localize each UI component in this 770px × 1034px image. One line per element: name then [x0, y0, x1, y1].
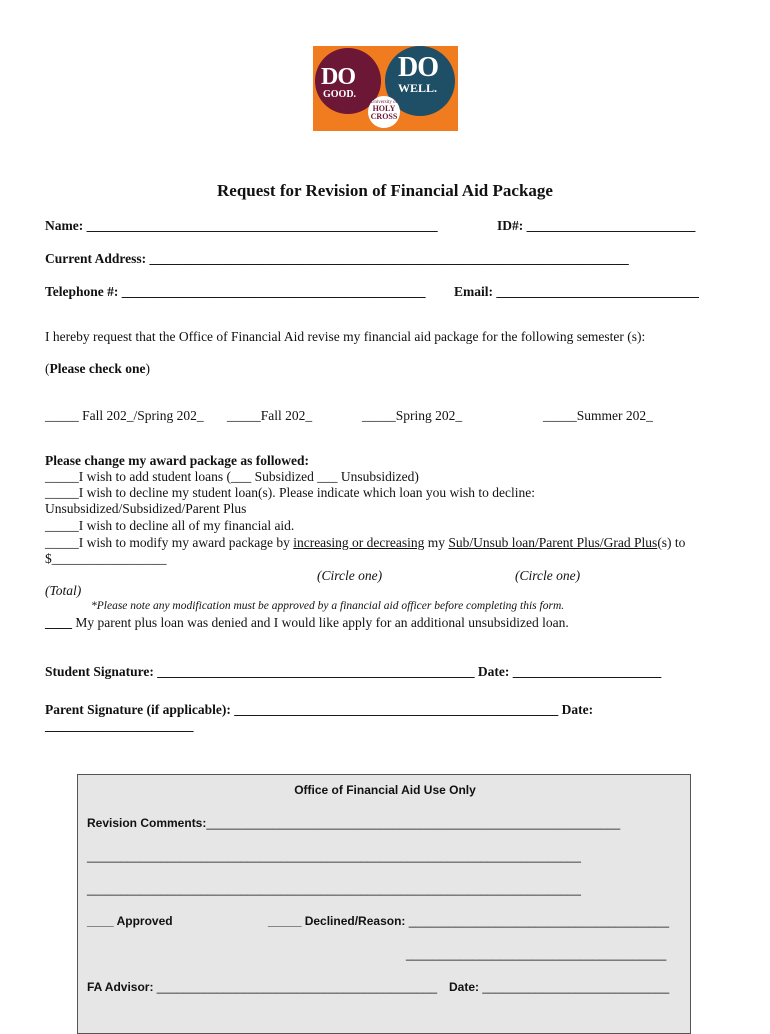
parent-signature-row: [45, 702, 593, 718]
email-field[interactable]: ______________________________: [496, 284, 699, 299]
parent-signature-label: Parent Signature (if applicable):: [45, 702, 231, 717]
circle-one-label-2: (Circle one): [515, 568, 581, 583]
name-label: Name:: [45, 218, 84, 233]
semester-option-spring[interactable]: _____Spring 202_: [362, 408, 463, 423]
declined-reason-field[interactable]: _______________________________________: [408, 914, 670, 928]
approved-option[interactable]: ____ Approved: [87, 914, 173, 928]
office-date-row: [449, 980, 669, 994]
modify-text-c: my: [424, 535, 449, 550]
id-label: ID#:: [497, 218, 524, 233]
award-heading: Please change my award package as followed:: [45, 453, 309, 468]
total-label: (Total): [45, 583, 82, 598]
student-date-label: Date:: [477, 664, 510, 679]
semester-option-summer[interactable]: _____Summer 202_: [543, 408, 653, 423]
student-signature-label: Student Signature:: [45, 664, 154, 679]
award-option-modify[interactable]: [45, 535, 685, 551]
address-row: [45, 251, 629, 267]
telephone-label: Telephone #:: [45, 284, 119, 299]
declined-option[interactable]: _____ Declined/Reason:: [268, 914, 406, 928]
id-row: [497, 218, 695, 234]
declined-row: [268, 914, 669, 928]
telephone-field[interactable]: _____________________________________________: [121, 284, 426, 299]
revision-comments-row: [87, 816, 620, 830]
student-signature-row: [45, 664, 661, 680]
circle-one-label-1: (Circle one): [317, 568, 383, 583]
address-label: Current Address:: [45, 251, 147, 266]
award-option-decline-all[interactable]: _____I wish to decline all of my financial aid.: [45, 518, 295, 533]
revision-comments-line-3[interactable]: __________________________________________________________________________: [87, 882, 581, 896]
office-box-title: Office of Financial Aid Use Only: [294, 783, 476, 797]
check-one-instruction: (Please check one): [45, 361, 150, 376]
revision-comments-line-2[interactable]: __________________________________________________________________________: [87, 849, 581, 863]
office-use-box: [77, 774, 691, 1034]
do-well-big: DO: [398, 52, 438, 83]
decline-loan-list: Unsubsidized/Subsidized/Parent Plus: [45, 501, 247, 516]
email-row: [454, 284, 699, 300]
do-good-big: DO: [321, 64, 355, 90]
form-title: Request for Revision of Financial Aid Package: [217, 181, 553, 200]
university-logo: [313, 46, 458, 131]
holy-cross-seal: [368, 96, 400, 128]
do-well-small: WELL.: [398, 81, 438, 95]
loan-type-choice[interactable]: Sub/Unsub loan/Parent Plus/Grad Plus: [448, 535, 658, 550]
student-signature-field[interactable]: _______________________________________________: [157, 664, 475, 679]
seal-name-text: HOLY CROSS: [370, 104, 398, 121]
parent-signature-field[interactable]: ________________________________________________: [234, 702, 559, 717]
amount-field[interactable]: $_________________: [45, 551, 167, 566]
declined-reason-line-2[interactable]: _______________________________________: [406, 947, 667, 961]
fa-advisor-field[interactable]: __________________________________________: [156, 980, 438, 994]
semester-option-fall-spring[interactable]: _____ Fall 202_/Spring 202_: [45, 408, 204, 423]
name-field[interactable]: ____________________________________________________: [86, 218, 438, 233]
student-date-field[interactable]: ______________________: [512, 664, 662, 679]
request-sentence: I hereby request that the Office of Financial Aid revise my financial aid package for the following semester (s):: [45, 329, 646, 344]
award-option-add-loans[interactable]: _____I wish to add student loans (___ Subsidized ___ Unsubsidized): [45, 469, 419, 484]
parent-date-label: Date:: [561, 702, 594, 717]
fa-advisor-row: [87, 980, 437, 994]
office-date-field[interactable]: ____________________________: [482, 980, 670, 994]
approval-note: *Please note any modification must be approved by a financial aid officer before completing this form.: [91, 600, 565, 612]
name-row: [45, 218, 438, 234]
id-field[interactable]: _________________________: [526, 218, 696, 233]
do-good-small: GOOD.: [323, 89, 357, 100]
modify-text-a: _____I wish to modify my award package by: [45, 535, 294, 550]
parent-plus-denied-option[interactable]: [45, 615, 569, 631]
increase-decrease-choice[interactable]: increasing or decreasing: [293, 535, 425, 550]
parent-date-field[interactable]: ______________________: [45, 718, 194, 733]
fa-advisor-label: FA Advisor:: [87, 980, 154, 994]
seal-top-text: University of: [370, 100, 398, 105]
revision-comments-label: Revision Comments:: [87, 816, 207, 830]
semester-option-fall[interactable]: _____Fall 202_: [227, 408, 313, 423]
email-label: Email:: [454, 284, 493, 299]
address-field[interactable]: _______________________________________________________________________: [149, 251, 629, 266]
award-option-decline-loans[interactable]: _____I wish to decline my student loan(s). Please indicate which loan you wish to decline:: [45, 485, 536, 500]
telephone-row: [45, 284, 426, 300]
revision-comments-field[interactable]: ______________________________________________________________: [206, 816, 621, 830]
office-date-label: Date:: [449, 980, 480, 994]
parent-plus-checkbox[interactable]: ____: [45, 615, 72, 630]
parent-plus-text: My parent plus loan was denied and I would like apply for an additional unsubsidized loan.: [75, 615, 569, 630]
modify-text-e: (s) to: [657, 535, 686, 550]
